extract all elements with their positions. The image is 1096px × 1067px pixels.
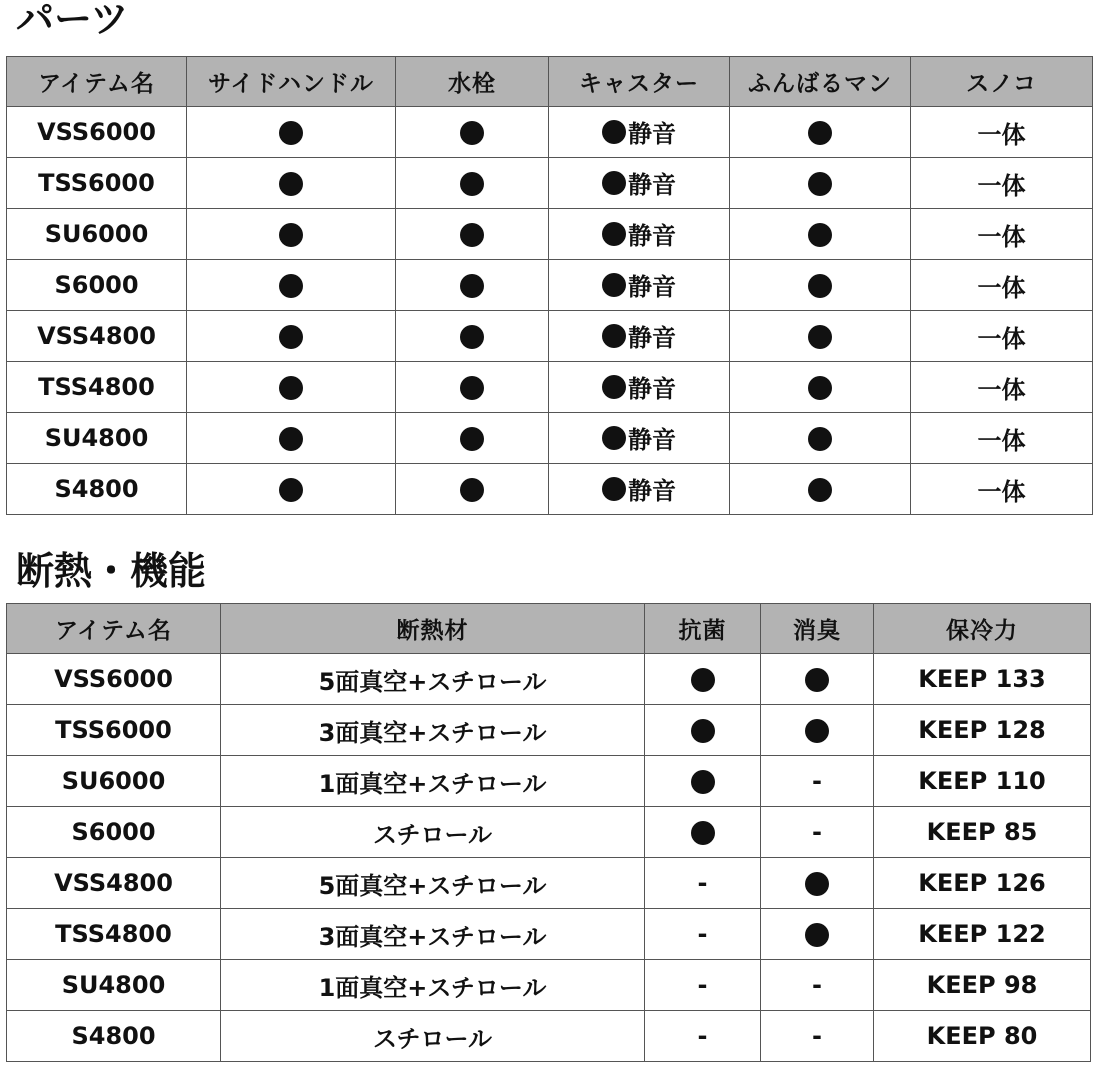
insulation-header-keep: 保冷力 bbox=[874, 604, 1091, 654]
cell-faucet bbox=[396, 158, 549, 209]
cell-side-handle bbox=[187, 413, 396, 464]
cell-caster bbox=[549, 260, 730, 311]
insulation-header-material: 断熱材 bbox=[221, 604, 645, 654]
cell-antibacterial bbox=[645, 654, 761, 705]
filled-circle-icon bbox=[460, 427, 484, 451]
cell-caster bbox=[549, 209, 730, 260]
filled-circle-icon bbox=[691, 821, 715, 845]
parts-header-funbaruman: ふんばるマン bbox=[730, 57, 911, 107]
caster-note: 静音 bbox=[628, 426, 676, 455]
filled-circle-icon bbox=[691, 770, 715, 794]
filled-circle-icon bbox=[808, 274, 832, 298]
cell-funbaruman bbox=[730, 413, 911, 464]
filled-circle-icon bbox=[808, 223, 832, 247]
cell-funbaruman bbox=[730, 311, 911, 362]
filled-circle-icon bbox=[805, 719, 829, 743]
filled-circle-icon bbox=[691, 719, 715, 743]
filled-circle-icon bbox=[602, 477, 626, 501]
cell-keep: KEEP 80 bbox=[874, 1011, 1091, 1062]
cell-material: 5面真空+スチロール bbox=[221, 654, 645, 705]
cell-caster bbox=[549, 413, 730, 464]
table-row bbox=[7, 807, 1091, 858]
cell-item: SU4800 bbox=[7, 413, 187, 464]
cell-item: S6000 bbox=[7, 260, 187, 311]
caster-note: 静音 bbox=[628, 375, 676, 404]
cell-sunoko: 一体 bbox=[911, 464, 1093, 515]
filled-circle-icon bbox=[460, 274, 484, 298]
caster-note: 静音 bbox=[628, 222, 676, 251]
filled-circle-icon bbox=[279, 376, 303, 400]
table-row bbox=[7, 705, 1091, 756]
parts-header-faucet: 水栓 bbox=[396, 57, 549, 107]
cell-item: TSS6000 bbox=[7, 158, 187, 209]
filled-circle-icon bbox=[808, 427, 832, 451]
filled-circle-icon bbox=[808, 172, 832, 196]
cell-sunoko: 一体 bbox=[911, 413, 1093, 464]
cell-item: TSS4800 bbox=[7, 362, 187, 413]
cell-funbaruman bbox=[730, 107, 911, 158]
cell-caster bbox=[549, 107, 730, 158]
cell-deodorant: - bbox=[761, 807, 874, 858]
cell-sunoko: 一体 bbox=[911, 158, 1093, 209]
filled-circle-icon bbox=[602, 171, 626, 195]
filled-circle-icon bbox=[805, 668, 829, 692]
cell-funbaruman bbox=[730, 158, 911, 209]
filled-circle-icon bbox=[602, 120, 626, 144]
cell-deodorant: - bbox=[761, 756, 874, 807]
cell-faucet bbox=[396, 362, 549, 413]
cell-item: TSS6000 bbox=[7, 705, 221, 756]
filled-circle-icon bbox=[808, 376, 832, 400]
filled-circle-icon bbox=[279, 274, 303, 298]
filled-circle-icon bbox=[602, 273, 626, 297]
cell-faucet bbox=[396, 260, 549, 311]
cell-sunoko: 一体 bbox=[911, 311, 1093, 362]
parts-header-item: アイテム名 bbox=[7, 57, 187, 107]
insulation-section-title: 断熱・機能 bbox=[16, 549, 207, 593]
cell-keep: KEEP 128 bbox=[874, 705, 1091, 756]
filled-circle-icon bbox=[279, 172, 303, 196]
caster-note: 静音 bbox=[628, 477, 676, 506]
cell-caster bbox=[549, 362, 730, 413]
cell-sunoko: 一体 bbox=[911, 362, 1093, 413]
cell-item: VSS4800 bbox=[7, 858, 221, 909]
cell-faucet bbox=[396, 413, 549, 464]
parts-header-row bbox=[7, 57, 1093, 107]
filled-circle-icon bbox=[279, 427, 303, 451]
filled-circle-icon bbox=[460, 121, 484, 145]
cell-material: 3面真空+スチロール bbox=[221, 909, 645, 960]
cell-material: 5面真空+スチロール bbox=[221, 858, 645, 909]
cell-side-handle bbox=[187, 260, 396, 311]
insulation-table-body bbox=[7, 654, 1091, 1062]
insulation-header-row bbox=[7, 604, 1091, 654]
filled-circle-icon bbox=[691, 668, 715, 692]
cell-faucet bbox=[396, 107, 549, 158]
cell-item: SU4800 bbox=[7, 960, 221, 1011]
cell-side-handle bbox=[187, 209, 396, 260]
table-row bbox=[7, 158, 1093, 209]
parts-section-title: パーツ bbox=[16, 0, 129, 41]
cell-item: SU6000 bbox=[7, 756, 221, 807]
filled-circle-icon bbox=[460, 223, 484, 247]
cell-funbaruman bbox=[730, 209, 911, 260]
cell-item: S4800 bbox=[7, 1011, 221, 1062]
table-row bbox=[7, 362, 1093, 413]
filled-circle-icon bbox=[460, 172, 484, 196]
table-row bbox=[7, 260, 1093, 311]
filled-circle-icon bbox=[805, 923, 829, 947]
parts-header-sunoko: スノコ bbox=[911, 57, 1093, 107]
cell-funbaruman bbox=[730, 464, 911, 515]
cell-deodorant bbox=[761, 705, 874, 756]
insulation-header-item: アイテム名 bbox=[7, 604, 221, 654]
cell-side-handle bbox=[187, 311, 396, 362]
table-row bbox=[7, 464, 1093, 515]
cell-item: VSS4800 bbox=[7, 311, 187, 362]
filled-circle-icon bbox=[279, 325, 303, 349]
caster-note: 静音 bbox=[628, 324, 676, 353]
parts-header-side-handle: サイドハンドル bbox=[187, 57, 396, 107]
filled-circle-icon bbox=[602, 426, 626, 450]
filled-circle-icon bbox=[602, 324, 626, 348]
cell-side-handle bbox=[187, 158, 396, 209]
cell-material: スチロール bbox=[221, 807, 645, 858]
filled-circle-icon bbox=[808, 325, 832, 349]
cell-material: 1面真空+スチロール bbox=[221, 960, 645, 1011]
caster-note: 静音 bbox=[628, 273, 676, 302]
table-row bbox=[7, 311, 1093, 362]
table-row bbox=[7, 960, 1091, 1011]
cell-antibacterial bbox=[645, 705, 761, 756]
caster-note: 静音 bbox=[628, 120, 676, 149]
insulation-header-antibacterial: 抗菌 bbox=[645, 604, 761, 654]
cell-faucet bbox=[396, 464, 549, 515]
cell-antibacterial: - bbox=[645, 858, 761, 909]
cell-item: TSS4800 bbox=[7, 909, 221, 960]
cell-keep: KEEP 110 bbox=[874, 756, 1091, 807]
cell-deodorant bbox=[761, 909, 874, 960]
cell-sunoko: 一体 bbox=[911, 260, 1093, 311]
table-row bbox=[7, 909, 1091, 960]
filled-circle-icon bbox=[279, 121, 303, 145]
cell-antibacterial bbox=[645, 807, 761, 858]
cell-caster bbox=[549, 311, 730, 362]
filled-circle-icon bbox=[460, 478, 484, 502]
table-row bbox=[7, 756, 1091, 807]
table-row bbox=[7, 1011, 1091, 1062]
cell-antibacterial: - bbox=[645, 960, 761, 1011]
cell-keep: KEEP 126 bbox=[874, 858, 1091, 909]
cell-funbaruman bbox=[730, 362, 911, 413]
cell-antibacterial bbox=[645, 756, 761, 807]
caster-note: 静音 bbox=[628, 171, 676, 200]
cell-sunoko: 一体 bbox=[911, 209, 1093, 260]
cell-side-handle bbox=[187, 464, 396, 515]
parts-table bbox=[6, 56, 1093, 515]
table-row bbox=[7, 413, 1093, 464]
table-row bbox=[7, 858, 1091, 909]
parts-table-body bbox=[7, 107, 1093, 515]
filled-circle-icon bbox=[460, 325, 484, 349]
cell-caster bbox=[549, 464, 730, 515]
filled-circle-icon bbox=[279, 223, 303, 247]
filled-circle-icon bbox=[805, 872, 829, 896]
cell-deodorant bbox=[761, 654, 874, 705]
cell-keep: KEEP 85 bbox=[874, 807, 1091, 858]
cell-side-handle bbox=[187, 107, 396, 158]
filled-circle-icon bbox=[279, 478, 303, 502]
cell-keep: KEEP 98 bbox=[874, 960, 1091, 1011]
cell-faucet bbox=[396, 311, 549, 362]
cell-side-handle bbox=[187, 362, 396, 413]
cell-material: スチロール bbox=[221, 1011, 645, 1062]
cell-item: VSS6000 bbox=[7, 107, 187, 158]
cell-item: VSS6000 bbox=[7, 654, 221, 705]
cell-deodorant bbox=[761, 858, 874, 909]
filled-circle-icon bbox=[808, 478, 832, 502]
cell-sunoko: 一体 bbox=[911, 107, 1093, 158]
cell-item: SU6000 bbox=[7, 209, 187, 260]
filled-circle-icon bbox=[808, 121, 832, 145]
table-row bbox=[7, 654, 1091, 705]
cell-item: S4800 bbox=[7, 464, 187, 515]
cell-deodorant: - bbox=[761, 1011, 874, 1062]
cell-material: 1面真空+スチロール bbox=[221, 756, 645, 807]
filled-circle-icon bbox=[460, 376, 484, 400]
cell-keep: KEEP 122 bbox=[874, 909, 1091, 960]
insulation-table bbox=[6, 603, 1091, 1062]
table-row bbox=[7, 107, 1093, 158]
cell-antibacterial: - bbox=[645, 909, 761, 960]
cell-deodorant: - bbox=[761, 960, 874, 1011]
cell-antibacterial: - bbox=[645, 1011, 761, 1062]
parts-header-caster: キャスター bbox=[549, 57, 730, 107]
cell-keep: KEEP 133 bbox=[874, 654, 1091, 705]
filled-circle-icon bbox=[602, 222, 626, 246]
table-row bbox=[7, 209, 1093, 260]
filled-circle-icon bbox=[602, 375, 626, 399]
cell-material: 3面真空+スチロール bbox=[221, 705, 645, 756]
cell-funbaruman bbox=[730, 260, 911, 311]
insulation-header-deodorant: 消臭 bbox=[761, 604, 874, 654]
cell-item: S6000 bbox=[7, 807, 221, 858]
cell-faucet bbox=[396, 209, 549, 260]
cell-caster bbox=[549, 158, 730, 209]
